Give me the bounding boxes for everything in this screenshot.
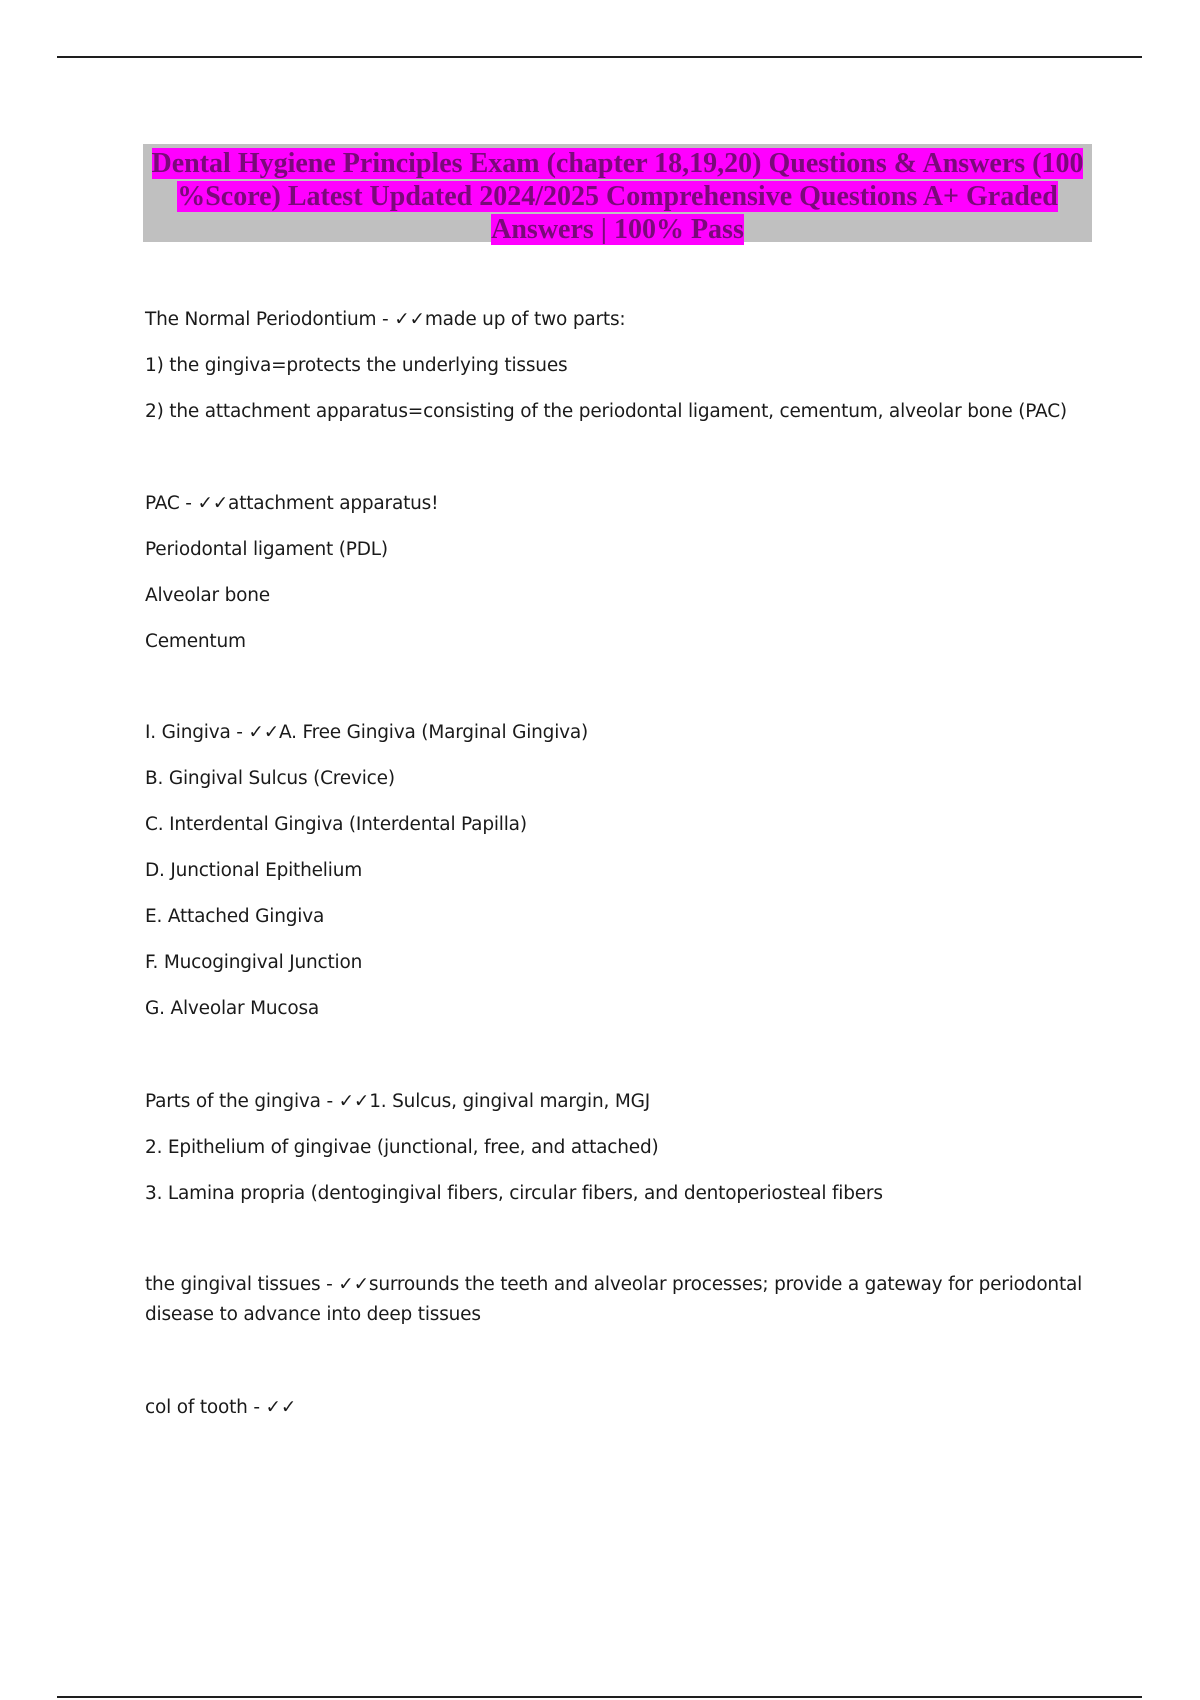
answer-line: B. Gingival Sulcus (Crevice) — [145, 768, 395, 789]
answer-line: E. Attached Gingiva — [145, 906, 325, 927]
qa-block-parts-of-gingiva — [145, 1088, 1095, 1226]
question-line: The Normal Periodontium - ✓✓made up of two parts: — [145, 309, 626, 330]
title-banner — [143, 144, 1092, 245]
answer-line: 2. Epithelium of gingivae (junctional, free, and attached) — [145, 1137, 659, 1158]
qa-block-gingiva — [145, 719, 1095, 1041]
document-title: Dental Hygiene Principles Exam (chapter 18,19,20) Questions & Answers (100 %Score) Latest Updated 2024/2025 Comprehensive Questions A+ Graded Answers | 100% Pass — [151, 148, 1084, 245]
answer-line: 2) the attachment apparatus=consisting of the periodontal ligament, cementum, alveolar bone (PAC) — [145, 401, 1067, 422]
question-line: PAC - ✓✓attachment apparatus! — [145, 493, 439, 514]
answer-line: Alveolar bone — [145, 585, 270, 606]
question-line: the gingival tissues - ✓✓surrounds the teeth and alveolar processes; provide a gateway for periodontal disease to advance into deep tissues — [145, 1274, 1083, 1325]
answer-line: Periodontal ligament (PDL) — [145, 539, 388, 560]
question-line: Parts of the gingiva - ✓✓1. Sulcus, gingival margin, MGJ — [145, 1091, 651, 1112]
answer-line: G. Alveolar Mucosa — [145, 998, 320, 1019]
question-line: col of tooth - ✓✓ — [145, 1397, 297, 1418]
qa-block-pac — [145, 490, 1095, 674]
question-line: I. Gingiva - ✓✓A. Free Gingiva (Marginal Gingiva) — [145, 722, 589, 743]
answer-line: F. Mucogingival Junction — [145, 952, 363, 973]
answer-line: Cementum — [145, 631, 246, 652]
answer-line: 3. Lamina propria (dentogingival fibers, circular fibers, and dentoperiosteal fibers — [145, 1183, 883, 1204]
answer-line: 1) the gingiva=protects the underlying tissues — [145, 355, 568, 376]
qa-block-col-of-tooth — [145, 1394, 1095, 1440]
bottom-rule — [57, 1696, 1142, 1698]
answer-line: D. Junctional Epithelium — [145, 860, 363, 881]
qa-block-normal-periodontium — [145, 306, 1095, 444]
qa-block-gingival-tissues — [145, 1270, 1095, 1349]
answer-line: C. Interdental Gingiva (Interdental Papilla) — [145, 814, 527, 835]
top-rule — [57, 56, 1142, 58]
